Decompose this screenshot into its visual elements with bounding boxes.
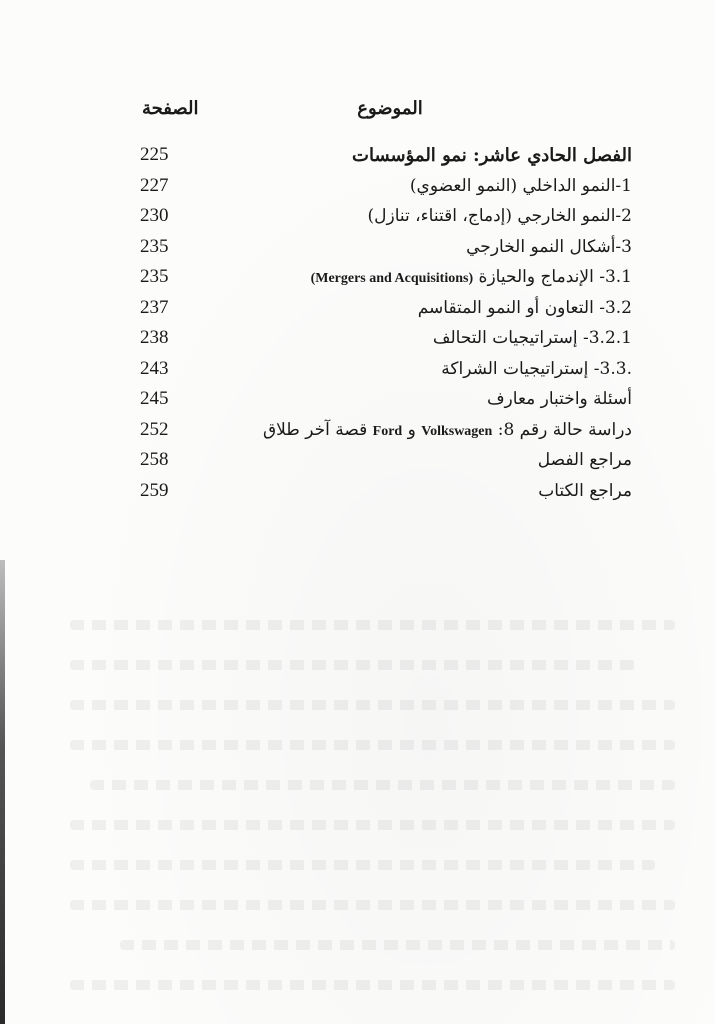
toc-entry — [140, 140, 632, 171]
bleed-through-line — [70, 860, 655, 870]
section-title: 3.2- التعاون أو النمو المتقاسم — [417, 297, 632, 318]
page-number: 252 — [140, 418, 169, 440]
section-title: 1-النمو الداخلي (النمو العضوي) — [409, 175, 632, 196]
page-column-header: الصفحة — [142, 98, 199, 119]
bleed-through-line — [120, 940, 675, 950]
section-title: مراجع الكتاب — [538, 480, 632, 501]
toc-entry — [140, 323, 632, 354]
toc-entry — [140, 476, 632, 507]
toc-entry — [140, 201, 632, 232]
table-of-contents — [140, 140, 632, 506]
toc-entry — [140, 171, 632, 202]
bleed-through-line — [70, 700, 675, 710]
toc-entry — [140, 354, 632, 385]
section-title: 2-النمو الخارجي (إدماج، اقتناء، تنازل) — [367, 206, 632, 227]
page-number: 235 — [140, 266, 169, 288]
section-title: 3-أشكال النمو الخارجي — [466, 236, 632, 257]
page-number: 259 — [140, 479, 169, 501]
bleed-through-line — [70, 900, 675, 910]
bleed-through-line — [90, 780, 675, 790]
company-name: Ford — [372, 423, 403, 439]
section-title: 3.2.1- إستراتيجيات التحالف — [432, 328, 632, 349]
section-title-arabic: 3.1- الإندماج والحيازة — [478, 267, 632, 288]
section-title: مراجع الفصل — [537, 450, 632, 471]
conjunction: و — [402, 419, 416, 440]
page-number: 237 — [140, 296, 169, 318]
case-study-prefix: دراسة حالة رقم 8: — [492, 419, 632, 440]
page-number: 227 — [140, 174, 169, 196]
chapter-title: الفصل الحادي عاشر: نمو المؤسسات — [352, 144, 632, 166]
bleed-through-line — [70, 820, 675, 830]
page-number: 230 — [140, 205, 169, 227]
bleed-through-line — [70, 740, 675, 750]
bleed-through-line — [70, 620, 675, 630]
toc-entry — [140, 445, 632, 476]
section-title: .3.3- إستراتيجيات الشراكة — [441, 358, 632, 379]
page-edge-shadow — [0, 560, 5, 1024]
toc-entry — [140, 384, 632, 415]
case-study-title — [263, 420, 632, 440]
page-number: 235 — [140, 235, 169, 257]
company-name: Volkswagen — [421, 423, 493, 439]
page-number: 225 — [140, 144, 169, 166]
page-number: 245 — [140, 388, 169, 410]
page-number: 243 — [140, 357, 169, 379]
case-study-suffix: قصة آخر طلاق — [262, 419, 368, 440]
bleed-through-line — [70, 980, 675, 990]
page-number: 238 — [140, 327, 169, 349]
section-title: أسئلة واختبار معارف — [486, 389, 632, 410]
toc-entry — [140, 262, 632, 293]
toc-entry — [140, 232, 632, 263]
page-number: 258 — [140, 449, 169, 471]
bleed-through-line — [70, 660, 635, 670]
section-title — [311, 267, 632, 287]
topic-column-header: الموضوع — [357, 98, 423, 119]
section-title-english: (Mergers and Acquisitions) — [310, 271, 474, 287]
toc-entry — [140, 415, 632, 446]
toc-entry — [140, 293, 632, 324]
